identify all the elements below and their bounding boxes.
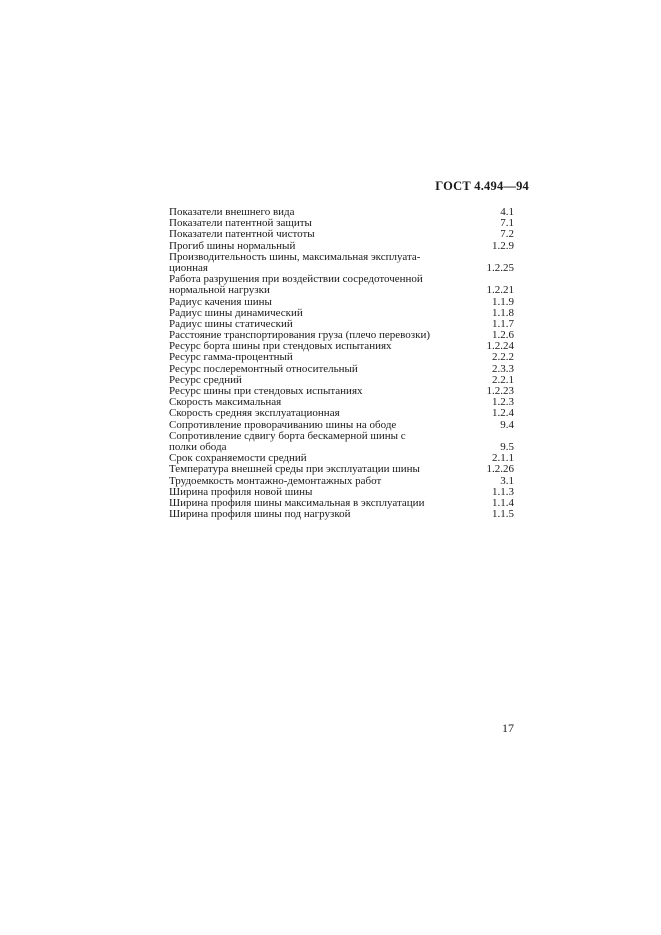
index-term: Ширина профиля новой шины	[169, 485, 313, 498]
index-term: Ширина профиля шины под нагрузкой	[169, 508, 351, 521]
index-term: Сопротивление сдвигу борта бескамерной шины с	[169, 429, 406, 442]
index-reference: 1.1.8	[492, 306, 514, 319]
index-term: Ресурс борта шины при стендовых испытаниях	[169, 340, 392, 353]
index-entry	[169, 509, 515, 520]
index-term: Скорость средняя эксплуатационная	[169, 407, 340, 420]
index-entry-line	[169, 352, 515, 363]
index-entry-line	[169, 464, 515, 475]
index-term: Радиус шины статический	[169, 317, 293, 330]
index-reference: 4.1	[500, 206, 514, 218]
index-reference: 1.1.3	[492, 485, 514, 498]
index-reference: 1.2.4	[492, 407, 514, 420]
index-term: Ширина профиля шины максимальная в эксплуатации	[169, 496, 425, 509]
index-term: Температура внешней среды при эксплуатации шины	[169, 463, 420, 476]
index-term: Сопротивление проворачиванию шины на ободе	[169, 418, 397, 431]
index-term: нормальной нагрузки	[169, 284, 270, 297]
index-term: Прогиб шины нормальный	[169, 239, 296, 252]
index-reference: 7.1	[500, 217, 514, 230]
index-entry-line	[169, 297, 515, 308]
index-term: Показатели патентной чистоты	[169, 228, 315, 241]
index-reference: 1.2.9	[492, 239, 514, 252]
index-term: Расстояние транспортирования груза (плечо перевозки)	[169, 329, 431, 342]
index-entry	[169, 274, 515, 296]
index-entry	[169, 252, 515, 274]
index-reference: 1.2.25	[486, 261, 514, 274]
index-reference: 1.1.9	[492, 295, 514, 308]
index-reference: 2.1.1	[492, 452, 514, 465]
index-term: Производительность шины, максимальная эксплуата-	[169, 250, 421, 263]
index-term: Показатели патентной защиты	[169, 217, 312, 230]
index-reference: 2.2.2	[492, 351, 514, 364]
index-reference: 3.1	[500, 474, 514, 487]
index-reference: 1.1.5	[492, 508, 514, 521]
index-entry	[169, 297, 515, 308]
index-term: Ресурс гамма-процентный	[169, 351, 293, 364]
index-term: Трудоемкость монтажно-демонтажных работ	[169, 474, 382, 487]
document-header: ГОСТ 4.494—94	[435, 179, 529, 193]
index-entry	[169, 431, 515, 453]
index-list	[169, 207, 515, 520]
index-entry	[169, 476, 515, 487]
index-term: полки обода	[169, 440, 227, 453]
index-term: Работа разрушения при воздействии сосредоточенной	[169, 273, 423, 286]
index-entry	[169, 352, 515, 363]
index-reference: 9.4	[500, 418, 514, 431]
index-term: Срок сохраняемости средний	[169, 452, 307, 465]
index-entry-line	[169, 229, 515, 240]
index-entry-line	[169, 408, 515, 419]
index-reference: 1.2.3	[492, 396, 514, 409]
index-reference: 1.2.24	[486, 340, 514, 353]
index-entry-line	[169, 285, 515, 296]
page-number: 17	[502, 721, 514, 735]
index-entry	[169, 464, 515, 475]
index-entry-line	[169, 252, 515, 263]
index-entry-line	[169, 476, 515, 487]
index-reference: 1.2.6	[492, 329, 514, 342]
index-term: ционная	[169, 261, 208, 274]
index-term: Показатели внешнего вида	[169, 206, 295, 218]
index-term: Ресурс средний	[169, 373, 242, 386]
index-reference: 1.2.23	[486, 385, 514, 397]
index-term: Ресурс послеремонтный относительный	[169, 362, 358, 375]
index-reference: 9.5	[500, 440, 514, 453]
index-term: Ресурс шины при стендовых испытаниях	[169, 385, 363, 397]
index-reference: 2.3.3	[492, 362, 514, 375]
index-entry	[169, 408, 515, 419]
index-entry-line	[169, 509, 515, 520]
index-term: Радиус качения шины	[169, 295, 272, 308]
index-reference: 1.1.4	[492, 496, 514, 509]
index-entry	[169, 229, 515, 240]
index-reference: 1.2.26	[486, 463, 514, 476]
index-reference: 7.2	[500, 228, 514, 241]
index-term: Скорость максимальная	[169, 396, 282, 409]
index-reference: 1.1.7	[492, 317, 514, 330]
index-reference: 1.2.21	[486, 284, 514, 297]
index-term: Радиус шины динамический	[169, 306, 303, 319]
index-reference: 2.2.1	[492, 373, 514, 386]
